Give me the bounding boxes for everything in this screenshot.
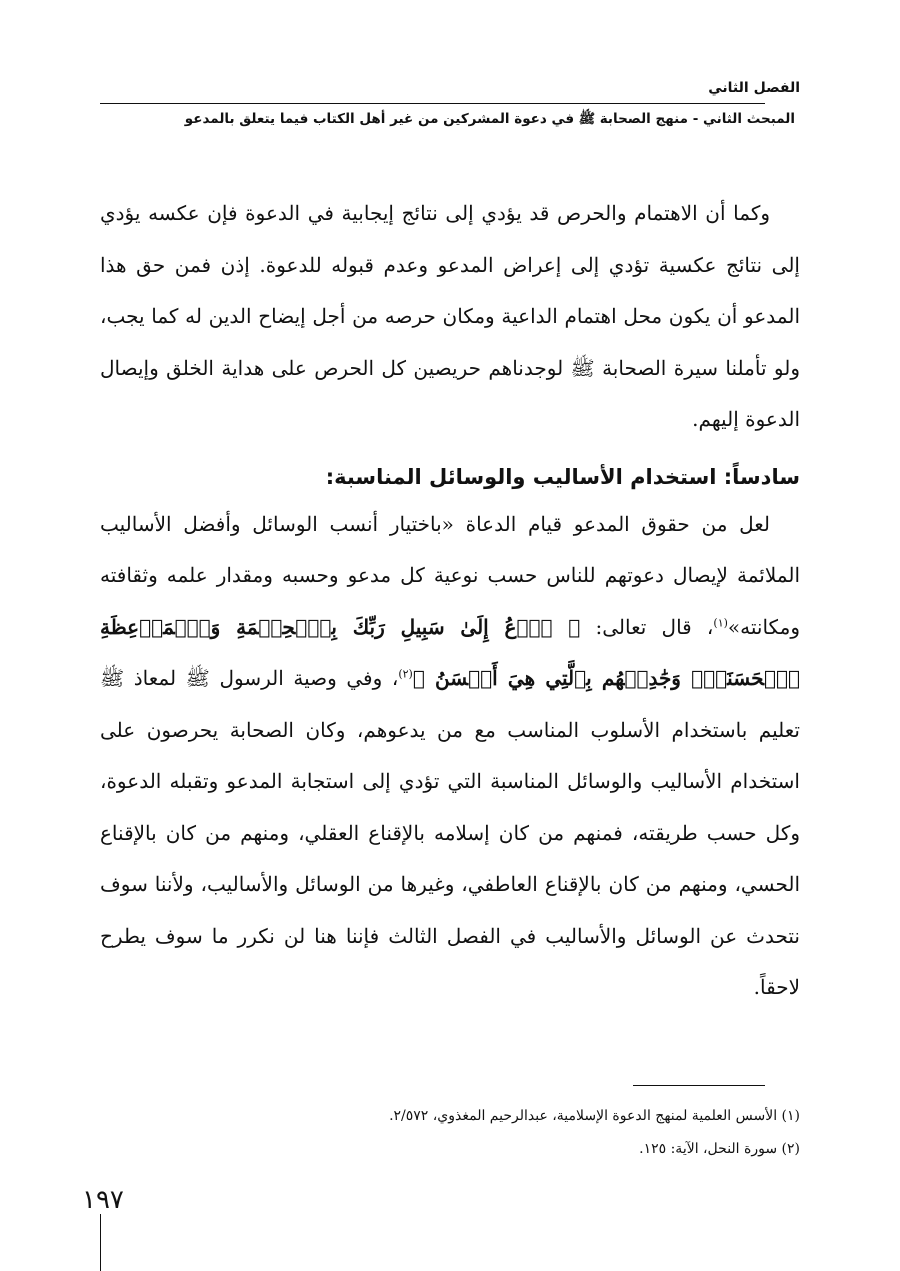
footnote-2: (٢) سورة النحل، الآية: ١٢٥. [639,1141,800,1157]
main-content [100,188,800,1014]
paragraph-2-said: ، قال تعالى: [580,614,714,639]
footnote-1: (١) الأسس العلمية لمنهج الدعوة الإسلامية، عبدالرحيم المغذوي، ٢/٥٧٢. [389,1108,800,1124]
chapter-title: الفصل الثاني [708,80,800,96]
margin-rule [100,1214,101,1271]
quran-verse: ﴿ ٱدۡعُ إِلَىٰ سَبِيلِ رَبِّكَ بِٱلۡحِكۡمَةِ وَٱلۡمَوۡعِظَةِ ٱلۡحَسَنَةِۖ وَجَٰدِلۡهُم بِٱلَّتِي هِيَ أَحۡسَنُ ﴾ [100,614,800,690]
paragraph-2 [100,499,800,1014]
section-heading: سادساً: استخدام الأساليب والوسائل المناسبة: [325,464,800,489]
paragraph-1: وكما أن الاهتمام والحرص قد يؤدي إلى نتائج إيجابية في الدعوة فإن عكسه يؤدي إلى نتائج عكسية تؤدي إلى إعراض المدعو وعدم قبوله للدعوة. إذن فمن حق هذا المدعو أن يكون محل اهتمام الداعية ومكان حرصه من أجل إيضاح الدين له كما يجب، ولو تأملنا سيرة الصحابة ﷺ لوجدناهم حريصين كل الحرص على هداية الخلق وإيصال الدعوة إليهم. [100,201,800,431]
footnote-divider [633,1085,765,1086]
footnote-ref-1[interactable]: (١) [713,615,728,629]
header-divider [100,103,765,104]
footnote-ref-2[interactable]: (٢) [398,667,413,681]
paragraph-2-intro: لعل من حقوق المدعو قيام الدعاة «باختيار أنسب الوسائل وأفضل الأساليب الملائمة لإيصال دعوتهم للناس حسب نوعية كل مدعو وحسبه ومقدار علمه وثقافته ومكانته» [100,511,801,639]
footnotes [100,1100,800,1166]
page-number: ١٩٧ [82,1185,124,1215]
paragraph-2-rest: ، وفي وصية الرسول ﷺ لمعاذ ﷺ تعليم باستخدام الأسلوب المناسب مع من يدعوهم، وكان الصحابة يحرصون على استخدام الأساليب والوسائل المناسبة التي تؤدي إلى استجابة المدعو وتقبله الدعوة، وكل حسب طريقته، فمنهم من كان إسلامه بالإقناع العقلي، ومنهم من كان بالإقناع الحسي، ومنهم من كان بالإقناع العاطفي، وغيرها من الوسائل والأساليب، ولأننا سوف نتحدث عن الوسائل والأساليب في الفصل الثالث فإننا هنا لن نكرر ما سوف يطرح لاحقاً. [100,666,800,999]
section-title: المبحث الثاني - منهج الصحابة ﷺ في دعوة المشركين من غير أهل الكتاب فيما يتعلق بالمدعو [184,111,795,127]
